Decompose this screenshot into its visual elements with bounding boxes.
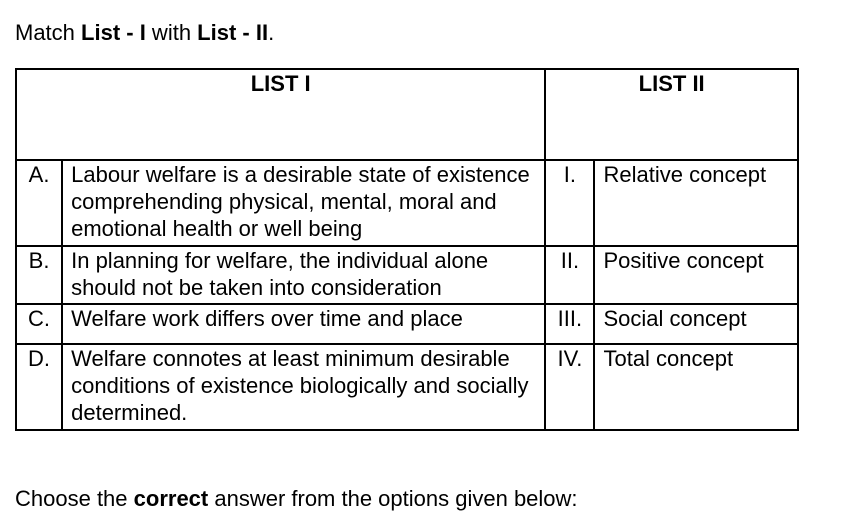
table-row [16,344,798,430]
heading-list2: List - II [197,20,269,45]
table-row [16,246,798,304]
row-roman: I. [545,160,594,246]
table-header-row [16,69,798,160]
footer-prefix: Choose the [15,486,134,511]
table-row [16,304,798,344]
list1-header: LIST I [16,69,545,160]
row-letter: A. [16,160,62,246]
row-concept: Social concept [594,304,798,344]
table-row [16,160,798,246]
row-statement: In planning for welfare, the individual alone should not be taken into consideration [62,246,545,304]
row-statement: Welfare work differs over time and place [62,304,545,344]
match-table [15,68,799,431]
row-roman: II. [545,246,594,304]
row-concept: Positive concept [594,246,798,304]
row-letter: D. [16,344,62,430]
row-letter: C. [16,304,62,344]
heading-prefix: Match [15,20,82,45]
heading-list1: List - I [81,20,146,45]
instruction-text [15,485,578,513]
row-concept: Total concept [594,344,798,430]
row-roman: IV. [545,344,594,430]
row-concept: Relative concept [594,160,798,246]
footer-emphasis: correct [133,486,209,511]
heading-middle: with [145,20,198,45]
footer-suffix: answer from the options given below: [208,486,578,511]
list2-header: LIST II [545,69,798,160]
row-letter: B. [16,246,62,304]
question-heading [15,19,274,47]
row-statement: Labour welfare is a desirable state of existence comprehending physical, mental, moral and emotional health or well being [62,160,545,246]
heading-suffix: . [268,20,275,45]
row-roman: III. [545,304,594,344]
row-statement: Welfare connotes at least minimum desirable conditions of existence biologically and socially determined. [62,344,545,430]
